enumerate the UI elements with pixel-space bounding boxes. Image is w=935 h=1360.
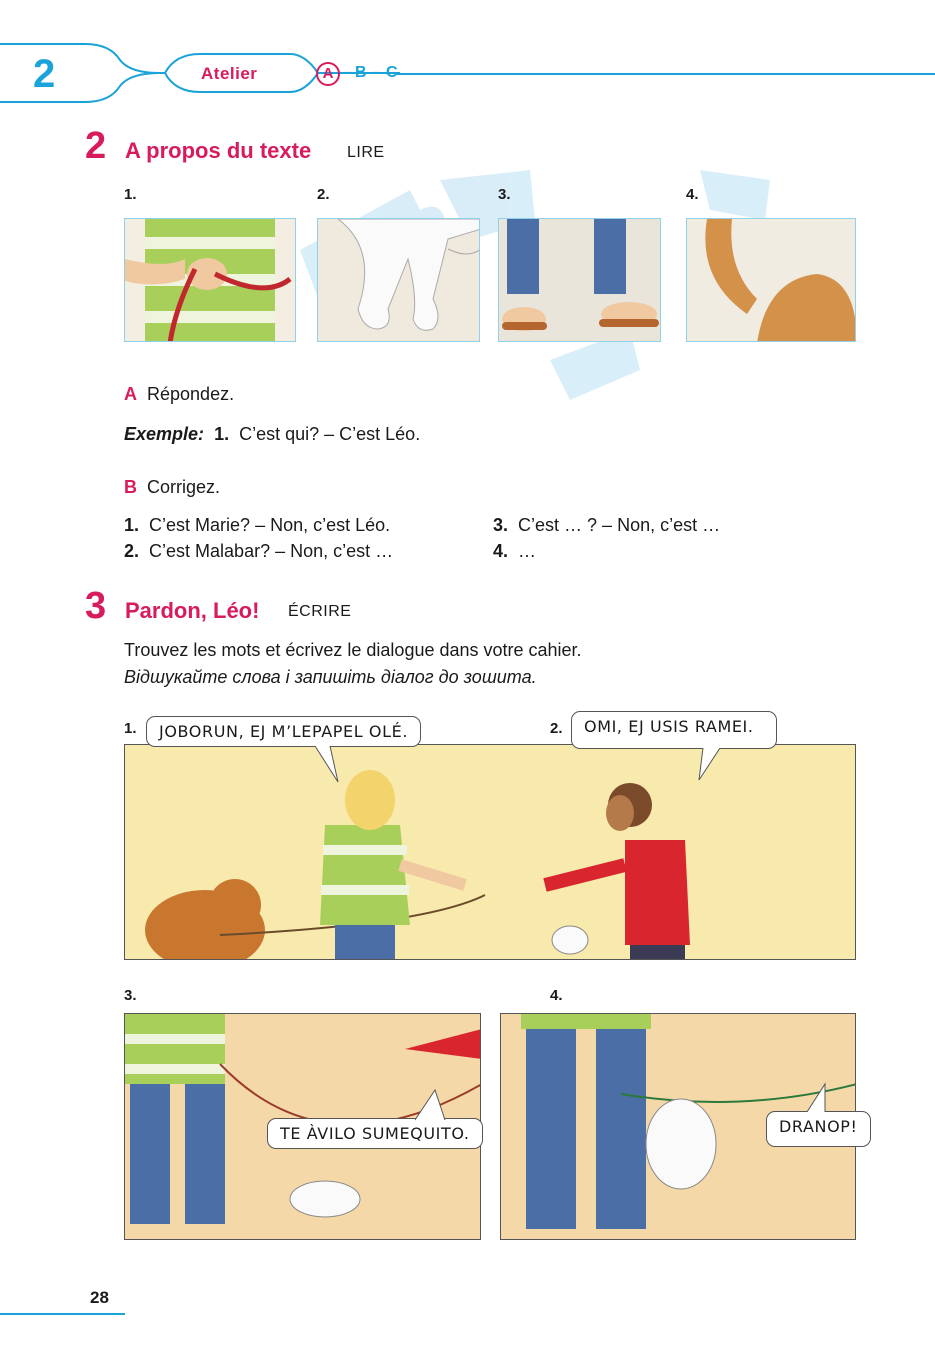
step-c: C [386,64,398,81]
puzzle-picture-dog-paws [317,218,480,342]
panel-label: 3. [124,987,137,1004]
step-b: B [355,64,367,81]
task-b-text: Corrigez. [147,477,221,497]
example-number: 1. [214,424,230,444]
speech-bubble: TE ÀVILO SUMEQUITO. [267,1118,483,1149]
task-b [124,477,220,498]
item-number: 1. [124,515,140,535]
instruction-french: Trouvez les mots et écrivez le dialogue dans votre cahier. [124,640,582,660]
bubble-tail [805,1082,835,1114]
item-number: 3. [493,515,509,535]
task-b-letter: B [124,477,137,497]
section-number: 3 [85,585,107,627]
section-title: A propos du texte [125,138,312,163]
list-item [493,541,536,562]
step-dash: – [371,64,380,81]
example-label: Exemple: [124,424,205,444]
picture-label: 4. [686,186,699,203]
item-number: 4. [493,541,509,561]
list-item [124,541,393,562]
picture-label: 1. [124,186,137,203]
example-line [124,424,420,445]
item-number: 2. [124,541,140,561]
speech-bubble: DRANOP! [766,1111,871,1147]
task-a [124,384,234,405]
chapter-number: 2 [33,52,56,96]
instruction-ukrainian: Відшукайте слова і запишіть діалог до зошита. [124,667,537,687]
header-decoration [0,40,400,110]
picture-label: 3. [498,186,511,203]
section-title: Pardon, Léo! [125,598,260,623]
item-text: C’est Marie? – Non, c’est Léo. [149,515,391,535]
picture-label: 2. [317,186,330,203]
atelier-label: Atelier [201,64,258,83]
page-number: 28 [90,1288,109,1307]
section-skill: LIRE [347,144,385,161]
puzzle-picture-dog-tail [686,218,856,342]
section-number: 2 [85,125,107,167]
speech-bubble: OMI, EJ USIS RAMEI. [571,711,777,749]
panel-label: 4. [550,987,563,1004]
bubble-tail [695,748,735,788]
list-item [493,515,720,536]
puzzle-picture-sandals [498,218,661,342]
bubble-tail [310,746,350,786]
example-text: C’est qui? – C’est Léo. [239,424,421,444]
panel-label: 1. [124,720,137,737]
step-dash: – [344,64,353,81]
speech-bubble: JOBORUN, EJ M’LEPAPEL OLÉ. [146,716,421,747]
puzzle-picture-boy-leash [124,218,296,342]
step-a-badge: A [316,62,340,86]
section-skill: ÉCRIRE [288,603,352,620]
bubble-tail [415,1088,455,1122]
item-text: C’est … ? – Non, c’est … [518,515,721,535]
footer-rule [0,1313,125,1315]
task-a-text: Répondez. [147,384,235,404]
header-rule [395,73,935,75]
list-item [124,515,390,536]
item-text: C’est Malabar? – Non, c’est … [149,541,394,561]
item-text: … [518,541,537,561]
comic-panel-wide [124,744,856,960]
panel-label: 2. [550,720,563,737]
task-a-letter: A [124,384,137,404]
